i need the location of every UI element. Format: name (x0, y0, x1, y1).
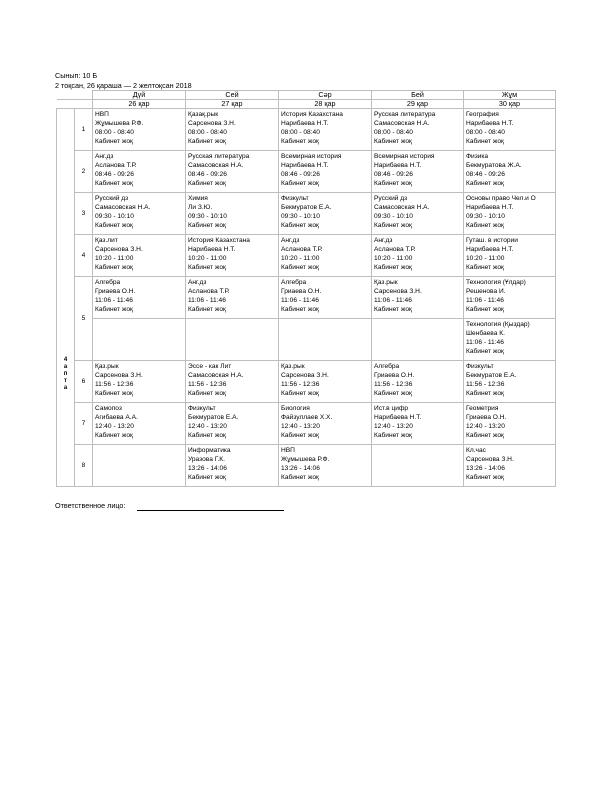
lesson-subject: Русская литература (188, 153, 250, 160)
lesson-time: 11:06 - 11:46 (466, 339, 504, 346)
lesson-row (57, 109, 556, 151)
lesson-subject: Анг.дз (188, 279, 207, 286)
lesson-number: 7 (75, 403, 93, 445)
lesson-room: Кабинет жоқ (95, 264, 133, 271)
lesson-subject: Алгебра (95, 279, 121, 286)
lesson-row (57, 403, 556, 445)
lesson-time: 11:06 - 11:46 (374, 297, 412, 304)
lesson-cell (464, 361, 556, 403)
lesson-time: 11:56 - 12:36 (95, 381, 134, 388)
lesson-row-split (57, 319, 556, 361)
lesson-teacher: Бекмуратова Ж.А. (466, 162, 522, 169)
lesson-room: Кабинет жоқ (188, 306, 226, 313)
day-name: Жұм (464, 91, 556, 100)
lesson-teacher: Самасовская Н.А. (188, 162, 244, 169)
lesson-room: Кабинет жоқ (188, 474, 226, 481)
lesson-room: Кабинет жоқ (281, 180, 319, 187)
lesson-teacher: Сарсенова З.Н. (466, 456, 514, 463)
lesson-time: 12:40 - 13:20 (95, 423, 134, 430)
week-letter: а (63, 385, 68, 391)
lesson-cell (464, 235, 556, 277)
lesson-teacher: Асланова Т.Р. (188, 288, 230, 295)
lesson-row (57, 235, 556, 277)
lesson-room: Кабинет жоқ (95, 306, 133, 313)
lesson-teacher: Бекмуратов Е.А. (281, 204, 332, 211)
lesson-room: Кабинет жоқ (466, 306, 504, 313)
lesson-subject: Русский дз (374, 195, 408, 202)
lesson-room: Кабинет жоқ (95, 222, 133, 229)
lesson-cell (464, 445, 556, 487)
lesson-room: Кабинет жоқ (374, 222, 412, 229)
lesson-time: 08:46 - 09:26 (188, 171, 227, 178)
lesson-subject: Информатика (188, 447, 231, 454)
lesson-teacher: Агибаева А.А. (95, 414, 138, 421)
lesson-cell (186, 109, 279, 151)
lesson-room: Кабинет жоқ (466, 264, 504, 271)
lesson-number: 5 (75, 277, 93, 361)
lesson-time: 11:06 - 11:46 (281, 297, 319, 304)
lesson-room: Кабинет жоқ (95, 390, 133, 397)
lesson-number: 2 (75, 151, 93, 193)
week-letter: а (63, 364, 68, 370)
lesson-teacher: Нарибаева Н.Т. (281, 120, 329, 127)
lesson-number: 3 (75, 193, 93, 235)
lesson-room: Кабинет жоқ (95, 432, 133, 439)
lesson-subject: Всемирная история (374, 153, 435, 160)
lesson-cell (93, 403, 186, 445)
lesson-teacher: Нарибаева Н.Т. (466, 120, 514, 127)
lesson-teacher: Сарсенова З.Н. (281, 372, 329, 379)
lesson-subject: НВП (281, 447, 295, 454)
lesson-time: 11:06 - 11:46 (95, 297, 133, 304)
lesson-subject: Эссе - как Лит (188, 363, 232, 370)
lesson-cell (186, 151, 279, 193)
lesson-room: Кабинет жоқ (281, 432, 319, 439)
lesson-number: 1 (75, 109, 93, 151)
lesson-row (57, 445, 556, 487)
lesson-subject: Анг.дз (374, 237, 393, 244)
lesson-cell (186, 277, 279, 319)
day-date: 28 қар (279, 100, 372, 109)
lesson-teacher: Сарсенова З.Н. (374, 288, 422, 295)
lesson-time: 08:46 - 09:26 (374, 171, 413, 178)
lesson-subject: Русский дз (95, 195, 129, 202)
lesson-row (57, 151, 556, 193)
day-date: 30 қар (464, 100, 556, 109)
lesson-time: 11:56 - 12:36 (281, 381, 320, 388)
lesson-cell (93, 109, 186, 151)
lesson-teacher: Гриаева О.Н. (281, 288, 322, 295)
lesson-cell (372, 361, 464, 403)
lesson-room: Кабинет жоқ (281, 138, 319, 145)
lesson-cell (93, 193, 186, 235)
lesson-subject: Геометрия (466, 405, 499, 412)
lesson-room: Кабинет жоқ (374, 138, 412, 145)
day-date: 26 қар (93, 100, 186, 109)
lesson-teacher: Нарибаева Н.Т. (374, 162, 422, 169)
lesson-teacher: Гриаева О.Н. (466, 414, 507, 421)
lesson-cell (464, 403, 556, 445)
lesson-time: 11:56 - 12:36 (466, 381, 505, 388)
lesson-room: Кабинет жоқ (281, 474, 319, 481)
lesson-row (57, 193, 556, 235)
lesson-teacher: Бекмуратов Е.А. (466, 372, 517, 379)
lesson-cell (464, 151, 556, 193)
lesson-cell (93, 319, 186, 361)
lesson-room: Кабинет жоқ (466, 390, 504, 397)
lesson-time: 10:20 - 11:00 (466, 255, 505, 262)
lesson-cell (93, 361, 186, 403)
lesson-subject: Технология (Қыздар) (466, 321, 530, 328)
lesson-subject: НВП (95, 111, 109, 118)
lesson-subject: Қаз.рык (95, 363, 119, 370)
lesson-time: 12:40 - 13:20 (466, 423, 505, 430)
lesson-subject: Анг.дз (281, 237, 300, 244)
week-letter: т (64, 378, 67, 384)
lesson-room: Кабинет жоқ (466, 180, 504, 187)
date-range: 2 тоқсан, 26 қараша — 2 желтоқсан 2018 (55, 81, 192, 90)
lesson-cell (279, 445, 372, 487)
lesson-time: 08:00 - 08:40 (374, 129, 413, 136)
lesson-time: 12:40 - 13:20 (374, 423, 413, 430)
lesson-subject: Физкульт (188, 405, 216, 412)
lesson-cell (279, 109, 372, 151)
lesson-teacher (95, 455, 183, 464)
lesson-teacher: Самасовская Н.А. (374, 204, 430, 211)
day-name: Сәр (279, 91, 372, 100)
lesson-cell (372, 445, 464, 487)
lesson-time: 11:56 - 12:36 (188, 381, 227, 388)
lesson-cell (372, 235, 464, 277)
lesson-time: 12:40 - 13:20 (281, 423, 320, 430)
lesson-time: 08:00 - 08:40 (188, 129, 227, 136)
day-name: Бей (372, 91, 464, 100)
lesson-number: 6 (75, 361, 93, 403)
lesson-cell (186, 403, 279, 445)
lesson-teacher: Гриаева О.Н. (374, 372, 415, 379)
lesson-teacher: Жұмышева Р.Ф. (95, 120, 144, 127)
lesson-room: Кабинет жоқ (188, 432, 226, 439)
lesson-room: Кабинет жоқ (188, 222, 226, 229)
lesson-subject: Қаз.рык (374, 279, 398, 286)
lesson-teacher (374, 455, 461, 464)
lesson-subject: История Казахстана (188, 237, 250, 244)
lesson-room: Кабинет жоқ (188, 264, 226, 271)
lesson-time (95, 464, 183, 473)
lesson-cell (372, 193, 464, 235)
lesson-row (57, 277, 556, 319)
signature-line (137, 510, 284, 511)
lesson-room: Кабинет жоқ (374, 432, 412, 439)
lesson-time: 08:00 - 08:40 (466, 129, 505, 136)
lesson-teacher: Сарсенова З.Н. (95, 372, 143, 379)
lesson-subject: Ист.в цифр (374, 405, 409, 412)
lesson-teacher: Нарибаева Н.Т. (188, 246, 236, 253)
lesson-cell (186, 361, 279, 403)
lesson-cell (186, 193, 279, 235)
lesson-subject: Алгебра (374, 363, 400, 370)
lesson-number: 8 (75, 445, 93, 487)
day-date: 29 қар (372, 100, 464, 109)
class-title: Сынып: 10 Б (55, 71, 98, 80)
lesson-cell (372, 151, 464, 193)
lesson-row (57, 361, 556, 403)
lesson-room: Кабинет жоқ (374, 264, 412, 271)
lesson-teacher: Файзуллаев Х.Х. (281, 414, 333, 421)
lesson-cell (372, 319, 464, 361)
lesson-subject: Физика (466, 153, 489, 160)
lesson-subject: Физкульт (281, 195, 309, 202)
lesson-subject: Химия (188, 195, 208, 202)
lesson-time: 09:30 - 10:10 (281, 213, 320, 220)
lesson-room: Кабинет жоқ (374, 180, 412, 187)
lesson-cell (279, 361, 372, 403)
lesson-cell (279, 235, 372, 277)
lesson-cell (464, 319, 556, 361)
lesson-subject (95, 446, 183, 455)
lesson-subject: География (466, 111, 499, 118)
lesson-room: Кабинет жоқ (188, 390, 226, 397)
lesson-room: Кабинет жоқ (466, 432, 504, 439)
lesson-subject: Физкульт (466, 363, 494, 370)
lesson-cell (464, 193, 556, 235)
lesson-room: Кабинет жоқ (95, 180, 133, 187)
day-date: 27 қар (186, 100, 279, 109)
lesson-teacher: Шенбаева К. (466, 330, 505, 337)
lesson-subject: Самопоз (95, 405, 122, 412)
lesson-time (374, 464, 461, 473)
lesson-subject: Биология (281, 405, 310, 412)
lesson-cell (93, 235, 186, 277)
lesson-subject: История Казахстана (281, 111, 343, 118)
lesson-time: 12:40 - 13:20 (188, 423, 227, 430)
lesson-time: 09:30 - 10:10 (466, 213, 505, 220)
lesson-teacher: Сарсенова З.Н. (188, 120, 236, 127)
lesson-room: Кабинет жоқ (281, 306, 319, 313)
lesson-cell (186, 319, 279, 361)
lesson-teacher: Асланова Т.Р. (374, 246, 416, 253)
responsible-label: Ответственное лицо: (55, 501, 126, 510)
lesson-cell (93, 277, 186, 319)
lesson-cell (372, 277, 464, 319)
lesson-cell (372, 109, 464, 151)
lesson-subject: Қазақ.рык (188, 111, 219, 118)
lesson-teacher: Нарибаева Н.Т. (281, 162, 329, 169)
lesson-time: 11:56 - 12:36 (374, 381, 413, 388)
lesson-number: 4 (75, 235, 93, 277)
corner-cell (57, 91, 93, 100)
lesson-subject: Русская литература (374, 111, 436, 118)
lesson-teacher: Нарибаева Н.Т. (374, 414, 422, 421)
lesson-teacher: Сарсенова З.Н. (95, 246, 143, 253)
lesson-time: 10:20 - 11:00 (188, 255, 227, 262)
lesson-teacher: Самасовская Н.А. (188, 372, 244, 379)
lesson-time: 10:20 - 11:00 (374, 255, 413, 262)
lesson-cell (186, 445, 279, 487)
lesson-teacher: Жұмышева Р.Ф. (281, 456, 330, 463)
lesson-time: 13:26 - 14:06 (466, 465, 505, 472)
lesson-subject: Қаз.лит (95, 237, 118, 244)
day-date-row (57, 100, 556, 109)
lesson-cell (279, 277, 372, 319)
lesson-time: 10:20 - 11:00 (95, 255, 134, 262)
lesson-teacher: Бекмуратов Е.А. (188, 414, 239, 421)
lesson-cell (279, 319, 372, 361)
lesson-room: Кабинет жоқ (188, 180, 226, 187)
lesson-cell (372, 403, 464, 445)
week-letter: 4 (63, 357, 68, 363)
lesson-room: Кабинет жоқ (466, 348, 504, 355)
lesson-subject: Всемирная история (281, 153, 342, 160)
lesson-time: 10:20 - 11:00 (281, 255, 320, 262)
lesson-teacher: Нарибаева Н.Т. (466, 246, 514, 253)
lesson-teacher: Самасовская Н.А. (95, 204, 151, 211)
lesson-teacher: Уразова Г.К. (188, 456, 225, 463)
lesson-time: 08:00 - 08:40 (281, 129, 320, 136)
lesson-time: 09:30 - 10:10 (188, 213, 227, 220)
lesson-subject: Алгебра (281, 279, 307, 286)
lesson-subject: Қаз.рык (281, 363, 305, 370)
lesson-time: 08:46 - 09:26 (466, 171, 505, 178)
lesson-teacher: Гриаева О.Н. (95, 288, 136, 295)
lesson-subject: Кл.час (466, 447, 486, 454)
lesson-teacher: Самасовская Н.А. (374, 120, 430, 127)
lesson-teacher: Решенова И. (466, 288, 506, 295)
lesson-room: Кабинет жоқ (281, 390, 319, 397)
day-name: Дүй (93, 91, 186, 100)
lesson-time: 09:30 - 10:10 (374, 213, 413, 220)
lesson-time: 13:26 - 14:06 (281, 465, 320, 472)
lesson-room: Кабинет жоқ (281, 264, 319, 271)
lesson-subject: Технология (Ұлдар) (466, 279, 526, 286)
lesson-time: 08:46 - 09:26 (281, 171, 320, 178)
lesson-room (95, 473, 183, 482)
lesson-time: 08:46 - 09:26 (95, 171, 134, 178)
lesson-teacher: Нарибаева Н.Т. (466, 204, 514, 211)
lesson-teacher: Ли З.Ю. (188, 204, 213, 211)
lesson-cell (464, 277, 556, 319)
lesson-room: Кабинет жоқ (466, 222, 504, 229)
lesson-subject: Анг.дз (95, 153, 114, 160)
lesson-time: 09:30 - 10:10 (95, 213, 134, 220)
week-label (57, 109, 75, 487)
week-letter: п (63, 371, 68, 377)
lesson-cell (279, 193, 372, 235)
lesson-cell (186, 235, 279, 277)
lesson-time: 08:00 - 08:40 (95, 129, 134, 136)
lesson-room: Кабинет жоқ (466, 138, 504, 145)
lesson-time: 13:26 - 14:06 (188, 465, 227, 472)
lesson-subject: Гуташ. в истории (466, 237, 518, 244)
lesson-room: Кабинет жоқ (281, 222, 319, 229)
lesson-cell (279, 151, 372, 193)
lesson-subject: Основы право Чел.и О (466, 195, 536, 202)
lesson-teacher: Асланова Т.Р. (95, 162, 137, 169)
lesson-room: Кабинет жоқ (374, 306, 412, 313)
lesson-teacher: Асланова Т.Р. (281, 246, 323, 253)
lesson-room: Кабинет жоқ (188, 138, 226, 145)
lesson-cell (93, 151, 186, 193)
lesson-cell (464, 109, 556, 151)
day-name: Сей (186, 91, 279, 100)
timetable (56, 90, 556, 487)
lesson-time: 11:06 - 11:46 (188, 297, 226, 304)
lesson-room: Кабинет жоқ (466, 474, 504, 481)
lesson-cell (279, 403, 372, 445)
lesson-room: Кабинет жоқ (95, 138, 133, 145)
lesson-cell (93, 445, 186, 487)
lesson-room (374, 473, 461, 482)
lesson-room: Кабинет жоқ (374, 390, 412, 397)
corner-cell (57, 100, 93, 109)
lesson-time: 11:06 - 11:46 (466, 297, 504, 304)
lesson-subject (374, 446, 461, 455)
